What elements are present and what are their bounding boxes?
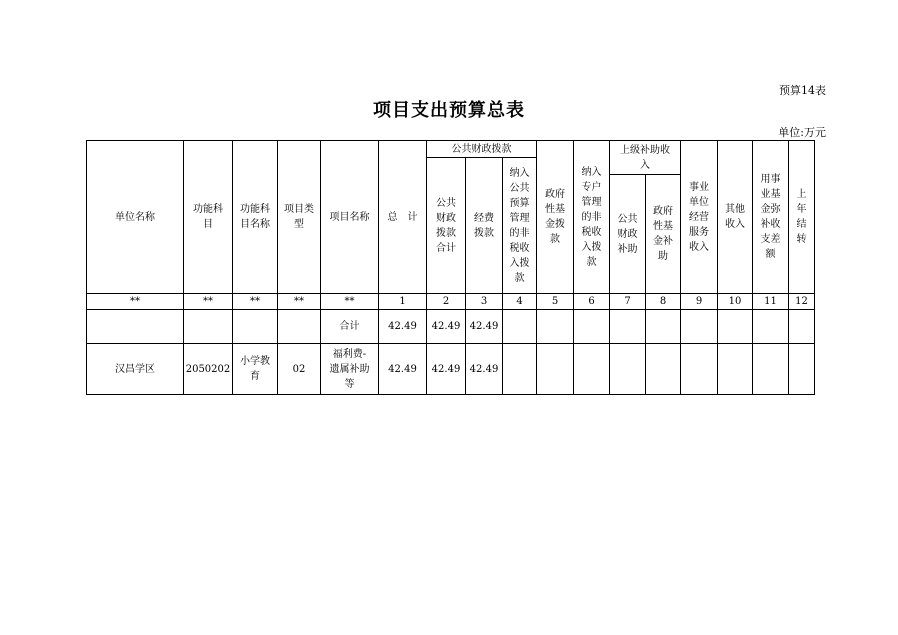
col-header-other: 其他 收入: [718, 141, 753, 294]
cell-unit-name: 汉昌学区: [87, 344, 184, 395]
col-header-public-finance: 公共财政拨款: [427, 141, 537, 158]
index-cell: 1: [379, 294, 427, 310]
index-cell: **: [233, 294, 278, 310]
col-header-proj-type: 项目类 型: [278, 141, 321, 294]
total-cell-total: 42.49: [379, 310, 427, 344]
index-cell: 12: [789, 294, 815, 310]
index-row: [87, 294, 815, 310]
table-row: [87, 344, 815, 395]
total-row: [87, 310, 815, 344]
col-header-gov-fund: 政府 性基 金拨 款: [537, 141, 574, 294]
col-header-sup-gov-fund: 政府 性基 金补 助: [646, 175, 681, 294]
col-header-pf-total: 公共 财政 拨款 合计: [427, 158, 466, 294]
form-number: 预算14表: [779, 84, 826, 97]
index-cell: 6: [574, 294, 610, 310]
col-header-fund-offset: 用事 业基 金弥 补收 支差 额: [753, 141, 789, 294]
index-cell: 8: [646, 294, 681, 310]
cell-pf-total: 42.49: [427, 344, 466, 395]
col-header-business: 事业 单位 经营 服务 收入: [681, 141, 718, 294]
index-cell: 7: [610, 294, 646, 310]
col-header-func-name: 功能科 目名称: [233, 141, 278, 294]
cell-func-name: 小学教 育: [233, 344, 278, 395]
col-header-superior-subsidy: 上级补助收 入: [610, 141, 681, 175]
col-header-total: 总 计: [379, 141, 427, 294]
col-header-pf-nontax: 纳入 公共 预算 管理 的非 税收 入拨 款: [503, 158, 537, 294]
index-cell: **: [184, 294, 233, 310]
index-cell: 11: [753, 294, 789, 310]
index-cell: **: [87, 294, 184, 310]
cell-proj-type: 02: [278, 344, 321, 395]
col-header-func-code: 功能科 目: [184, 141, 233, 294]
total-cell-pf-total: 42.49: [427, 310, 466, 344]
col-header-special-nontax: 纳入 专户 管理 的非 税收 入拨 款: [574, 141, 610, 294]
unit-label: 单位:万元: [778, 126, 826, 139]
index-cell: 9: [681, 294, 718, 310]
col-header-pf-expense: 经费 拨款: [466, 158, 503, 294]
cell-func-code: 2050202: [184, 344, 233, 395]
index-cell: 10: [718, 294, 753, 310]
index-cell: **: [321, 294, 379, 310]
index-cell: 5: [537, 294, 574, 310]
total-label: 合计: [321, 310, 379, 344]
col-header-sup-public: 公共 财政 补助: [610, 175, 646, 294]
col-header-carryover: 上 年 结 转: [789, 141, 815, 294]
budget-table: [86, 140, 815, 395]
col-header-proj-name: 项目名称: [321, 141, 379, 294]
cell-total: 42.49: [379, 344, 427, 395]
cell-pf-expense: 42.49: [466, 344, 503, 395]
cell-proj-name: 福利费- 遗属补助 等: [321, 344, 379, 395]
col-header-unit-name: 单位名称: [87, 141, 184, 294]
index-cell: 2: [427, 294, 466, 310]
index-cell: **: [278, 294, 321, 310]
index-cell: 4: [503, 294, 537, 310]
total-cell-pf-expense: 42.49: [466, 310, 503, 344]
index-cell: 3: [466, 294, 503, 310]
page-title: 项目支出预算总表: [373, 100, 525, 121]
